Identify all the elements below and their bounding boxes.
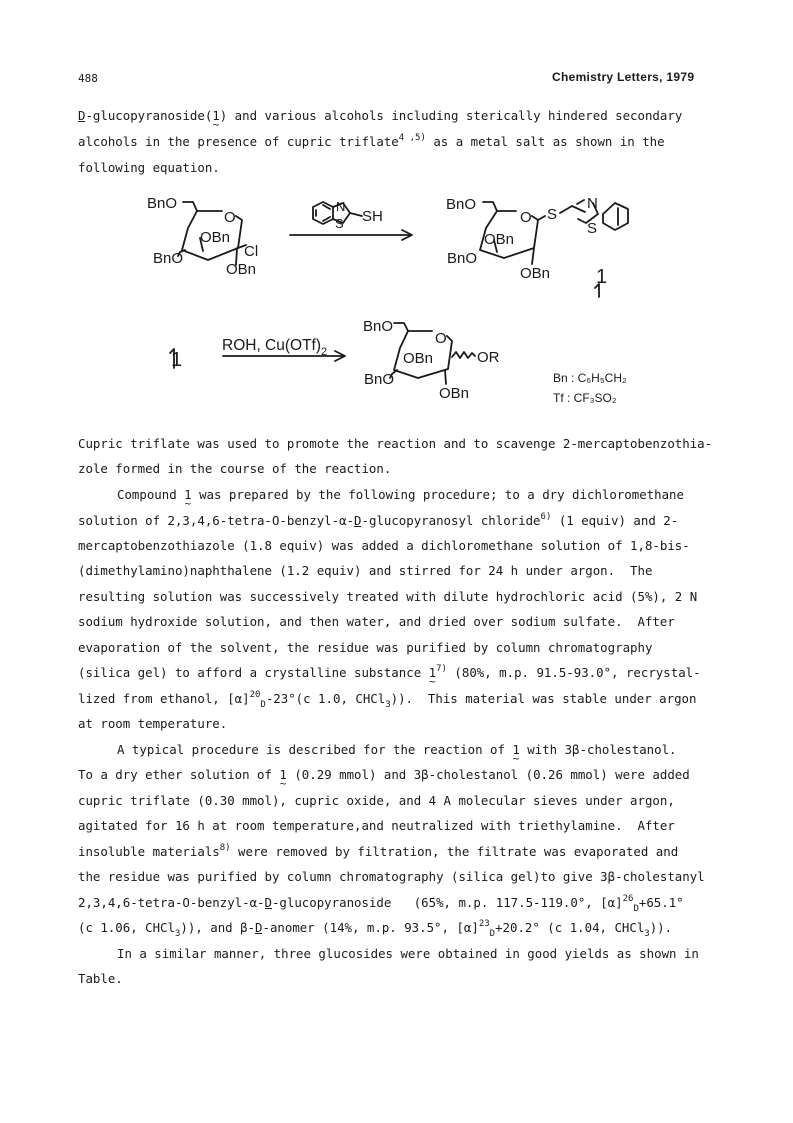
text-line: insoluble materials$^{8)}$ were removed by filtration, the filtrate was evaporated and [78, 843, 679, 859]
page-number: 488 [78, 72, 98, 85]
product-bno-top: BnO [446, 196, 477, 213]
legend-bn: Bn : C₆H₅CH₂ [553, 371, 627, 385]
product-obn-mid: OBn [484, 231, 515, 248]
reaction-scheme [0, 180, 793, 420]
product-s-link: S [547, 206, 558, 223]
glycoside-ring-oxygen: O [435, 330, 447, 347]
text-line: Compound 1 ~ was prepared by the following procedure; to a dry dichloromethane [117, 482, 684, 507]
text-line: sodium hydroxide solution, and then water, and dried over sodium sulfate. After [78, 614, 675, 629]
text-line: evaporation of the solvent, the residue was purified by column chromatography [78, 640, 653, 655]
product-ring-oxygen: O [520, 209, 532, 226]
text-line: at room temperature. [78, 716, 228, 731]
compound-ref: 1 ~ [184, 482, 191, 507]
reactant-bno-top: BnO [147, 195, 178, 212]
glycoside-or: OR [477, 349, 500, 366]
text-line: 2,3,4,6-tetra-O-benzyl-α-D-glucopyranoside (65%, m.p. 117.5-119.0°, $[\alpha]^{26}_D+65.1^\circ$ [78, 894, 684, 914]
text-line: Cupric triflate was used to promote the reaction and to scavenge 2-mercaptobenzothia- [78, 436, 713, 451]
legend-tf: Tf : CF₃SO₂ [553, 391, 617, 405]
text-line: In a similar manner, three glucosides were obtained in good yields as shown in [117, 946, 699, 961]
text-line: To a dry ether solution of 1 ~ (0.29 mmol) and 3β-cholestanol (0.26 mmol) were added [78, 762, 690, 787]
reactant-chloride: Cl [244, 243, 259, 260]
compound-ref: 1 ~ [212, 103, 219, 128]
text-line: resulting solution was successively treated with dilute hydrochloric acid (5%), 2 N [78, 589, 698, 604]
text-line: (silica gel) to afford a crystalline substance 1 ~$^{7)}$ (80%, m.p. 91.5-93.0°, recrystal- [78, 660, 701, 685]
glycoside-bno-top: BnO [363, 318, 394, 335]
step2-reagent: ROH, $Cu(OTf)_2$ [222, 337, 328, 358]
text-line: the residue was purified by column chromatography (silica gel)to give 3β-cholestanyl [78, 869, 705, 884]
text-line: (dimethylamino)naphthalene (1.2 equiv) and stirred for 24 h under argon. The [78, 563, 653, 578]
text-line: solution of 2,3,4,6-tetra-O-benzyl-α-D-glucopyranosyl chloride$^{6)}$ (1 equiv) and 2- [78, 512, 679, 528]
journal-running-head: Chemistry Letters, 1979 [552, 70, 695, 84]
compound-ref: 1 ~ [512, 737, 519, 762]
step2-start-compound: 1 [171, 349, 183, 371]
text-line: following equation. [78, 160, 220, 175]
text-line: A typical procedure is described for the reaction of 1 ~ with 3β-cholestanol. [117, 737, 677, 762]
text-line: agitated for 16 h at room temperature,and neutralized with triethylamine. After [78, 818, 675, 833]
text-line: alcohols in the presence of cupric triflate$^{4 ,5)}$ as a metal salt as shown in the [78, 133, 665, 149]
reactant-ring-oxygen: O [224, 209, 236, 226]
glycoside-bno-bottom: BnO [364, 371, 395, 388]
reference-marker: 6) [540, 512, 552, 522]
product-obn-bottom: OBn [520, 265, 551, 282]
product-ring-n: N [587, 195, 598, 212]
d-config-label: D [264, 895, 272, 910]
reference-marker: 4 ,5) [398, 133, 426, 143]
reactant-bno-bottom: BnO [153, 250, 184, 267]
reactant-obn-bottom: OBn [226, 261, 257, 278]
glycoside-obn-bottom: OBn [439, 385, 470, 402]
text-line: Table. [78, 971, 123, 986]
text-line: zole formed in the course of the reaction. [78, 461, 392, 476]
d-config-label: D [78, 108, 86, 123]
glycoside-obn-mid: OBn [403, 350, 434, 367]
reference-marker: 7) [436, 664, 447, 674]
product-ring-s: S [587, 220, 598, 237]
thiazole-s: S [335, 216, 344, 231]
text-line: lized from ethanol, $[\alpha]^{20}_D-23^\circ(c$ 1.0, CHCl$_3$)). This material was stable under argon [78, 690, 697, 710]
product-bno-bottom: BnO [447, 250, 478, 267]
compound-ref: 1 ~ [429, 660, 436, 685]
text-line: D-glucopyranoside(1 ~) and various alcohols including sterically hindered secondary [78, 103, 682, 128]
reactant-obn-mid: OBn [200, 229, 231, 246]
d-config-label: D [255, 920, 263, 935]
compound-number-label: 1 [596, 266, 608, 288]
compound-ref: 1 ~ [279, 762, 286, 787]
reference-marker: 8) [219, 843, 231, 853]
text-line: mercaptobenzothiazole (1.8 equiv) was added a dichloromethane solution of 1,8-bis- [78, 538, 690, 553]
thiazole-n: N [336, 199, 346, 214]
d-config-label: D [354, 513, 362, 528]
text-line: (c 1.06, CHCl$_3$)), and β-D-anomer (14%, m.p. 93.5°, $[\alpha]^{23}_D+20.2^\circ$ (c 1.04, CHCl$_3$)). [78, 919, 673, 939]
text-line: cupric triflate (0.30 mmol), cupric oxide, and 4 A molecular sieves under argon, [78, 793, 675, 808]
thiol-sh: SH [362, 208, 383, 225]
